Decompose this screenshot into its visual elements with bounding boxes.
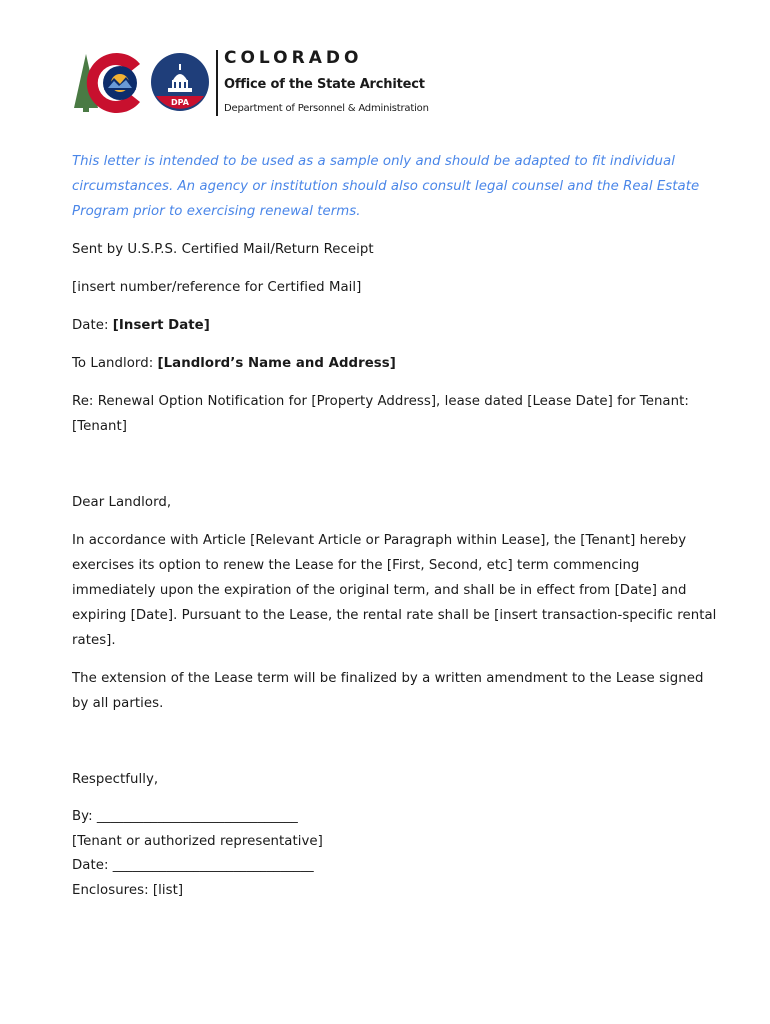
signature-date-line: Date: ______________________________ [72,858,314,873]
certified-mail-reference: [insert number/reference for Certified Mail] [72,280,362,295]
landlord-value: [Landlord’s Name and Address] [157,356,396,371]
landlord-label: To Landlord: [72,356,158,371]
closing: Respectfully, [72,772,159,787]
sent-by-line: Sent by U.S.P.S. Certified Mail/Return Receipt [72,242,374,257]
letter-body [72,149,724,903]
signature-by-line: By: ______________________________ [72,809,298,824]
enclosures-line: Enclosures: [list] [72,882,184,898]
re-line: Re: Renewal Option Notification for [Property Address], lease dated [Lease Date] for Tenant: [Tenant] [72,394,689,434]
letterhead-divider [216,50,218,116]
landlord-line [72,351,724,376]
dpa-badge-text: DPA [171,98,189,107]
spacer [72,729,724,767]
paragraph-extension: The extension of the Lease term will be finalized by a written amendment to the Lease signed by all parties. [72,671,704,711]
dpa-logo-icon [150,52,210,112]
letterhead-department: Department of Personnel & Administration [224,103,429,114]
colorado-logo-icon [72,50,148,116]
sample-notice: This letter is intended to be used as a sample only and should be adapted to fit individual circumstances. An agency or institution should also consult legal counsel and the Real Estate Program prior to exercising renewal terms. [72,154,700,219]
date-line [72,313,724,338]
spacer [72,452,724,490]
signatory-name: [Tenant or authorized representative] [72,833,323,849]
date-value: [Insert Date] [112,318,210,333]
signature-block [72,805,724,903]
letterhead [72,46,472,120]
letterhead-state: COLORADO [224,48,363,68]
letterhead-office: Office of the State Architect [224,77,425,92]
date-label: Date: [72,318,113,333]
salutation: Dear Landlord, [72,495,172,510]
paragraph-renewal: In accordance with Article [Relevant Article or Paragraph within Lease], the [Tenant] hereby exercises its option to renew the Lease for the [First, Second, etc] term commencing immediately upon the expiration of the original term, and shall be in effect from [Date] and expiring [Date]. Pursuant to the Lease, the rental rate shall be [insert transaction-specific rental rates]. [72,533,717,648]
